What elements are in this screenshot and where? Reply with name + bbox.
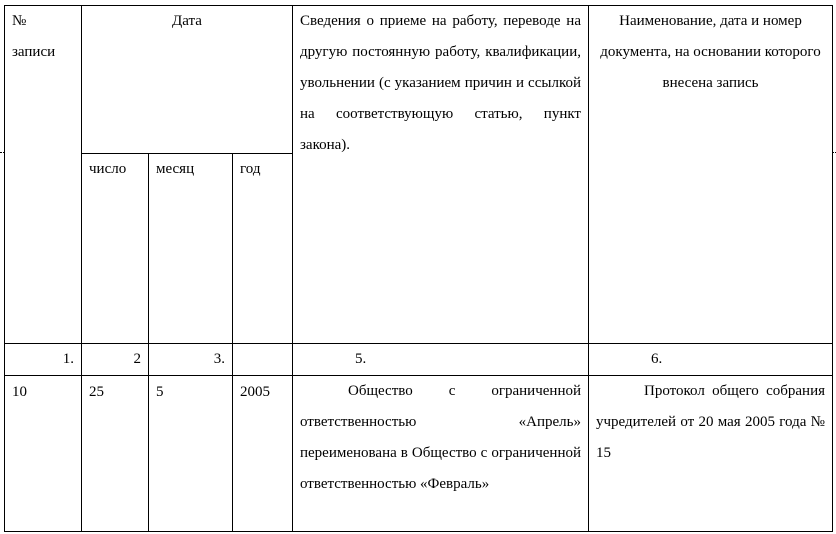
record-year: 2005 xyxy=(233,376,293,532)
header-document: Наименование, дата и номер документа, на основании которого внесена запись xyxy=(589,6,833,344)
col-number-4 xyxy=(233,344,293,376)
record-month: 5 xyxy=(149,376,233,532)
table-row xyxy=(5,376,833,532)
record-info: Общество с ограниченной ответственностью «Апрель» переименована в Общество с ограниченной ответственностью «Февраль» xyxy=(293,376,589,532)
col-number-5: 5. xyxy=(293,344,589,376)
record-day: 25 xyxy=(82,376,149,532)
header-day: число xyxy=(82,154,149,344)
header-number-sign: № xyxy=(12,13,27,29)
col-number-1: 1. xyxy=(5,344,82,376)
work-record-table xyxy=(4,5,833,532)
header-date: Дата xyxy=(82,6,293,154)
record-document: Протокол общего собрания учредителей от 20 мая 2005 года № 15 xyxy=(589,376,833,532)
record-number: 10 xyxy=(5,376,82,532)
header-month: месяц xyxy=(149,154,233,344)
col-number-3: 3. xyxy=(149,344,233,376)
col-number-2: 2 xyxy=(82,344,149,376)
header-info: Сведения о приеме на работу, переводе на другую постоянную работу, квалификации, увольнении (с указанием причин и ссылкой на соответствующую статью, пункт закона). xyxy=(293,6,589,344)
header-record-number xyxy=(5,6,82,344)
header-record-label: записи xyxy=(12,44,56,60)
col-number-6: 6. xyxy=(589,344,833,376)
header-year: год xyxy=(233,154,293,344)
